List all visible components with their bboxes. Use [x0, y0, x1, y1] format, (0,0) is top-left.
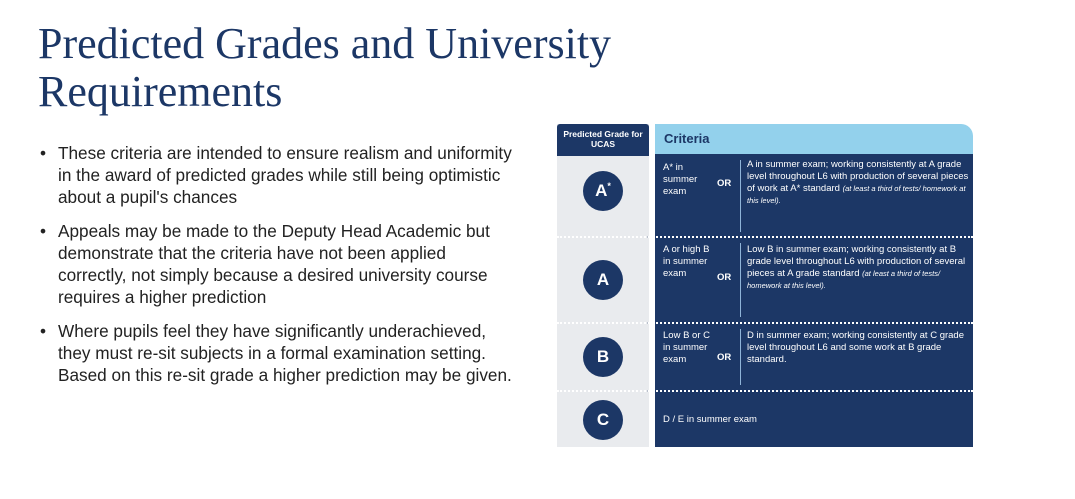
page-title: Predicted Grades and University Requirements	[38, 19, 612, 116]
bullet-text: These criteria are intended to ensure realism and uniformity in the award of predicted grades while still being optimistic about a pupil's chances	[58, 143, 512, 207]
grade-condition: Low B or C in summer exam	[663, 330, 710, 365]
grade-badge-c: C	[583, 400, 623, 440]
criteria-text: D / E in summer exam	[663, 414, 757, 425]
criteria-column-header: Criteria	[655, 124, 973, 154]
bullet-dot: •	[40, 143, 47, 163]
grade-condition: A or high B in summer exam	[663, 244, 710, 279]
bullet-text: Appeals may be made to the Deputy Head Academic but demonstrate that the criteria have not been applied correctly, not simply because a desired university course requires a higher prediction	[58, 221, 490, 307]
row-divider	[557, 236, 973, 238]
bullet-dot: •	[40, 221, 47, 241]
row-divider	[557, 390, 973, 392]
column-divider	[740, 243, 741, 317]
or-label: OR	[717, 352, 732, 363]
bullet-item	[38, 320, 518, 386]
bullet-text: Where pupils feel they have significantly underachieved, they must re-sit subjects in a formal examination setting. Based on this re-sit grade a higher prediction may be given.	[58, 321, 512, 385]
criteria-text: Low B in summer exam; working consistently at B grade level throughout L6 with production of several pieces at A grade standard (at least a third of tests/ homework at this level).	[747, 244, 966, 290]
grade-badge-a: A	[583, 260, 623, 300]
criteria-text: A in summer exam; working consistently at A grade level throughout L6 with production of several pieces of work at A* standard (at least a third of tests/ homework at this level).	[747, 159, 969, 205]
grade-badge-b: B	[583, 337, 623, 377]
or-label: OR	[717, 272, 732, 283]
criteria-text: D in summer exam; working consistently at C grade level throughout L6 and some work at B grade standard.	[747, 330, 964, 365]
grade-column-header: Predicted Grade for UCAS	[557, 124, 649, 156]
grade-badge-a-star: A*	[583, 171, 623, 211]
column-divider	[740, 329, 741, 385]
bullet-list	[38, 142, 518, 398]
bullet-item	[38, 220, 518, 308]
bullet-item	[38, 142, 518, 208]
criteria-table	[557, 124, 973, 447]
row-divider	[557, 322, 973, 324]
bullet-dot: •	[40, 321, 47, 341]
grade-condition: A* in summer exam	[663, 162, 698, 197]
or-label: OR	[717, 178, 732, 189]
column-divider	[740, 160, 741, 232]
